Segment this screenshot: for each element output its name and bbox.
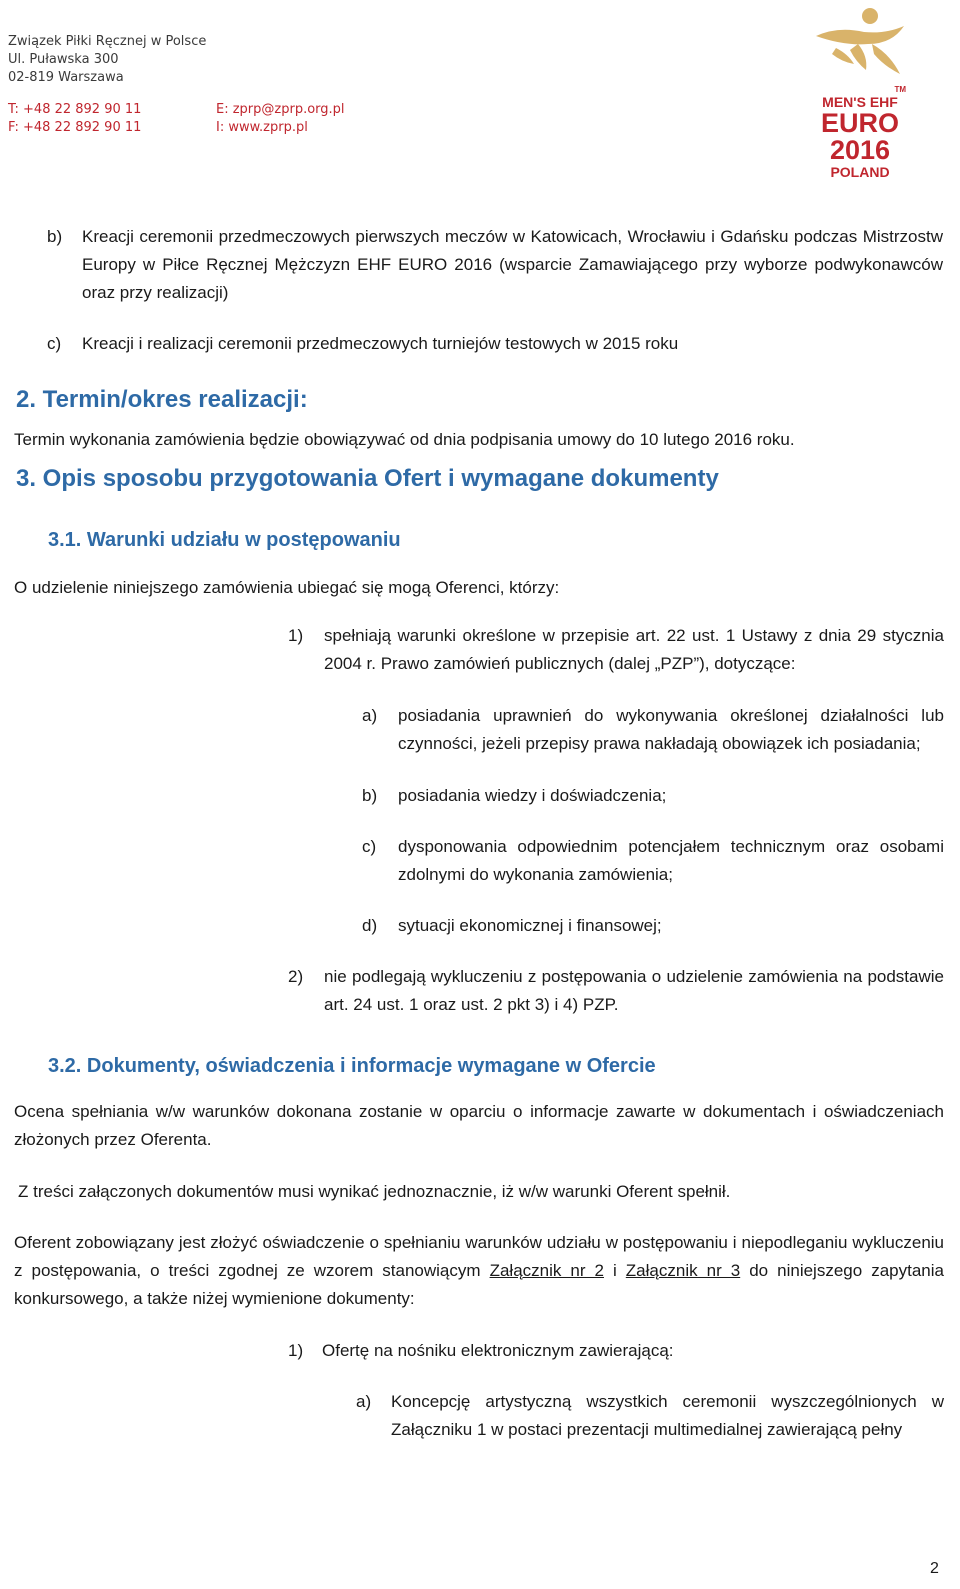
logo-line-1: MEN'S EHF	[822, 94, 898, 110]
subsection-3-2-heading: 3.2. Dokumenty, oświadczenia i informacje wymagane w Ofercie	[48, 1055, 656, 1077]
section-2-heading: 2. Termin/okres realizacji:	[16, 386, 308, 413]
condition-1-label: 1)	[288, 626, 304, 645]
handball-player-icon	[808, 4, 912, 88]
logo-line-2: EURO	[820, 108, 899, 138]
logo-line-3: 2016	[829, 135, 891, 165]
subsection-3-1-intro: O udzielenie niniejszego zamówienia ubiegać się mogą Oferenci, którzy:	[14, 578, 560, 597]
org-name: Związek Piłki Ręcznej w Polsce	[8, 34, 207, 49]
item-b-text: Kreacji ceremonii przedmeczowych pierwszych meczów w Katowicach, Wrocławiu i Gdańsku podczas Mistrzostw Europy w Piłce Ręcznej Mężczyzn EHF EURO 2016 (wsparcie Zamawiającego przy wyborze podwykonawców oraz przy realizacji)	[82, 227, 943, 302]
paragraph-3-end: do niniejszego zapytania konkursowego, a także niżej wymienione dokumenty:	[14, 1261, 944, 1308]
address-line-2: 02-819 Warszawa	[8, 70, 124, 85]
document-1a-text: Koncepcję artystyczną wszystkich ceremonii wyszczególnionych w Załączniku 1 w postaci prezentacji multimedialnej zawierającą pełny	[391, 1392, 944, 1439]
address-line-1: Ul. Puławska 300	[8, 52, 119, 67]
section-3-heading: 3. Opis sposobu przygotowania Ofert i wymagane dokumenty	[16, 465, 719, 492]
website: I: www.zprp.pl	[216, 120, 308, 135]
paragraph-3	[14, 1229, 944, 1313]
item-b-label: b)	[47, 227, 63, 246]
logo-line-4: POLAND	[830, 164, 890, 180]
attachment-2-link[interactable]: Załącznik nr 2	[489, 1261, 604, 1280]
fax: F: +48 22 892 90 11	[8, 120, 142, 135]
condition-2-text: nie podlegają wykluczeniu z postępowania o udzielenie zamówienia na podstawie art. 24 ust. 1 oraz ust. 2 pkt 3) i 4) PZP.	[324, 967, 944, 1014]
paragraph-3-start: Oferent zobowiązany jest złożyć oświadczenie o spełnianiu warunków udziału w postępowaniu i niepodleganiu wykluczeniu z postępowania, o treści zgodnej ze wzorem stanowiącym	[14, 1233, 944, 1280]
condition-1a-label: a)	[362, 706, 378, 725]
page-number: 2	[930, 1560, 939, 1577]
section-2-text: Termin wykonania zamówienia będzie obowiązywać od dnia podpisania umowy do 10 lutego 2016 roku.	[14, 430, 795, 449]
condition-1-text: spełniają warunki określone w przepisie art. 22 ust. 1 Ustawy z dnia 29 stycznia 2004 r. Prawo zamówień publicznych (dalej „PZP”), dotyczące:	[324, 626, 944, 673]
condition-1b-label: b)	[362, 786, 378, 805]
paragraph-3-mid: i	[613, 1261, 617, 1280]
euro-2016-logo	[808, 4, 912, 186]
attachment-3-link[interactable]: Załącznik nr 3	[625, 1261, 741, 1280]
condition-1a-text: posiadania uprawnień do wykonywania określonej działalności lub czynności, jeżeli przepisy prawa nakładają obowiązek ich posiadania;	[398, 706, 944, 753]
item-c-label: c)	[47, 334, 62, 353]
condition-1b-text: posiadania wiedzy i doświadczenia;	[398, 786, 667, 805]
logo-tm: TM	[894, 85, 906, 94]
document-1-label: 1)	[288, 1341, 304, 1360]
document-1a-label: a)	[356, 1392, 372, 1411]
condition-2-label: 2)	[288, 967, 304, 986]
document-1-text: Ofertę na nośniku elektronicznym zawierającą:	[322, 1341, 674, 1360]
condition-1c-text: dysponowania odpowiednim potencjałem technicznym oraz osobami zdolnymi do wykonania zamówienia;	[398, 837, 944, 884]
email: E: zprp@zprp.org.pl	[216, 102, 345, 117]
subsection-3-1-heading: 3.1. Warunki udziału w postępowaniu	[48, 529, 401, 551]
condition-1d-label: d)	[362, 916, 378, 935]
paragraph-2: Z treści załączonych dokumentów musi wynikać jednoznacznie, iż w/w warunki Oferent spełnił.	[18, 1182, 731, 1201]
condition-1c-label: c)	[362, 837, 377, 856]
paragraph-1: Ocena spełniania w/w warunków dokonana zostanie w oparciu o informacje zawarte w dokumentach i oświadczeniach złożonych przez Oferenta.	[14, 1102, 944, 1149]
condition-1d-text: sytuacji ekonomicznej i finansowej;	[398, 916, 662, 935]
phone: T: +48 22 892 90 11	[8, 102, 142, 117]
item-c-text: Kreacji i realizacji ceremonii przedmeczowych turniejów testowych w 2015 roku	[82, 334, 679, 353]
